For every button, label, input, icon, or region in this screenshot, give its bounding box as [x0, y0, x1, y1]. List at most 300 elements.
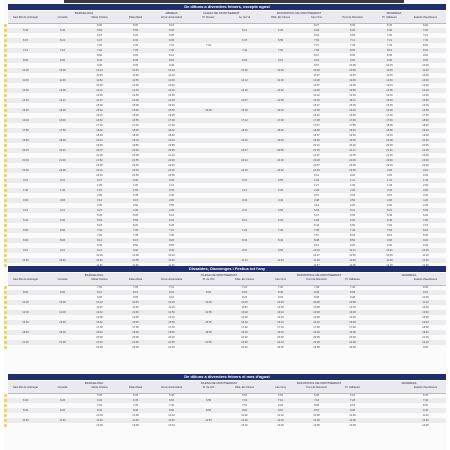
time-cell: 3:15 — [386, 194, 393, 197]
time-cell: 2:00 — [168, 189, 175, 192]
time-cell: 12:42 — [96, 311, 103, 314]
time-cell: 22:20 — [277, 159, 284, 162]
time-cell: 8:45 — [132, 59, 139, 62]
time-cell: 7:22 — [241, 286, 248, 289]
time-cell: 10:48 — [349, 414, 356, 417]
time-cell: 12:10 — [277, 419, 284, 422]
row-marker — [4, 286, 7, 289]
row-marker — [4, 254, 7, 257]
time-cell: 7:00 — [96, 44, 103, 47]
column-label: Pont de Monistrol — [306, 278, 327, 281]
time-cell: 10:10 — [168, 254, 175, 257]
time-cell: 10:15 — [386, 64, 393, 67]
time-cell: 10:48 — [313, 69, 320, 72]
time-cell: 15:50 — [168, 321, 175, 324]
time-cell: 7:20 — [205, 44, 212, 47]
time-cell: 7:28 — [349, 399, 356, 402]
time-cell: 12:40 — [168, 84, 175, 87]
time-cell: 14:38 — [313, 316, 320, 319]
time-cell: 6:15 — [96, 34, 103, 37]
time-cell: 8:00 — [422, 286, 429, 289]
row-marker — [4, 264, 7, 267]
time-cell: 19:56 — [349, 139, 356, 142]
time-cell: 14:27 — [96, 99, 103, 102]
time-cell: 19:00 — [22, 139, 29, 142]
group-label: ABRERA — [165, 11, 178, 15]
column-label: Pl. Valldaura — [345, 386, 360, 389]
time-cell: 7:11 — [350, 39, 355, 42]
time-cell: 16:25 — [168, 114, 175, 117]
row-marker — [4, 414, 7, 417]
time-cell: 17:46 — [386, 119, 393, 122]
time-cell: 23:32 — [241, 169, 248, 172]
time-cell: 16:40 — [422, 321, 429, 324]
time-cell: 7:40 — [422, 399, 429, 402]
time-cell: 15:36 — [59, 109, 66, 112]
time-cell: 17:47 — [313, 124, 320, 127]
column-label: Rbla. Els Closos — [234, 386, 255, 389]
time-cell: 18:42 — [96, 331, 103, 334]
time-cell: 16:18 — [313, 109, 320, 112]
time-cell: 5:45 — [386, 24, 393, 27]
time-cell: 8:18 — [349, 404, 356, 407]
time-cell: 8:30 — [22, 409, 29, 412]
time-cell: 12:00 — [168, 79, 175, 82]
time-cell: 14:22 — [241, 316, 248, 319]
time-cell: 22:28 — [349, 341, 356, 344]
time-cell: 20:30 — [386, 144, 393, 147]
time-cell: 0:06 — [386, 169, 393, 172]
time-cell: 20:12 — [313, 144, 320, 147]
time-cell: 11:55 — [205, 419, 212, 422]
time-cell: 9:26 — [349, 59, 356, 62]
time-cell: 18:35 — [132, 134, 139, 137]
time-cell: 8:06 — [59, 239, 66, 242]
time-cell: 7:00 — [386, 224, 393, 227]
column-label: Can Oms — [275, 278, 286, 281]
time-cell: 21:35 — [422, 149, 429, 152]
time-cell: 22:46 — [386, 159, 393, 162]
time-cell: 20:00 — [96, 336, 103, 339]
time-cell: 9:22 — [241, 296, 248, 299]
time-cell: 8:45 — [96, 244, 103, 247]
time-cell: 6:50 — [22, 229, 29, 232]
time-cell: 18:57 — [313, 134, 320, 137]
time-cell: 11:00 — [422, 254, 429, 257]
time-cell: 5:10 — [168, 214, 175, 217]
time-cell: 8:12 — [96, 291, 103, 294]
table-row — [4, 345, 446, 350]
time-cell: 1:10 — [168, 184, 175, 187]
column-label: Can Oms — [275, 386, 286, 389]
column-label: Maria Cristina — [91, 278, 108, 281]
time-cell: 13:10 — [168, 424, 175, 427]
time-cell: 21:50 — [168, 341, 175, 344]
group-label: MANRESA — [401, 381, 417, 385]
time-cell: 11:40 — [168, 306, 175, 309]
time-cell: 10:20 — [168, 69, 175, 72]
time-cell: 11:30 — [96, 306, 103, 309]
time-cell: 1:05 — [132, 184, 139, 187]
time-cell: 5:27 — [313, 214, 320, 217]
time-cell: 14:10 — [168, 316, 175, 319]
group-label: OLESA DE MONTSERRAT — [203, 11, 240, 15]
time-cell: 5:27 — [313, 24, 320, 27]
time-cell: 1:45 — [386, 184, 393, 187]
time-cell: 6:20 — [277, 219, 284, 222]
time-cell: 9:30 — [277, 296, 284, 299]
time-cell: 5:00 — [96, 24, 103, 27]
time-cell: 1:27 — [313, 184, 320, 187]
time-cell: 19:48 — [313, 139, 320, 142]
time-cell: 8:55 — [168, 244, 175, 247]
time-cell: 4:20 — [422, 199, 429, 202]
time-cell: 17:15 — [422, 114, 429, 117]
time-cell: 9:18 — [313, 409, 320, 412]
time-cell: 7:52 — [241, 404, 248, 407]
time-cell: 20:55 — [277, 149, 284, 152]
time-cell: 12:46 — [386, 79, 393, 82]
row-marker — [4, 184, 7, 187]
time-cell: 6:56 — [59, 229, 66, 232]
time-cell: 2:35 — [132, 194, 139, 197]
time-cell: 6:00 — [168, 29, 175, 32]
group-label: BARCELONA — [84, 273, 104, 277]
time-cell: 22:18 — [313, 341, 320, 344]
time-cell: 13:10 — [277, 311, 284, 314]
time-cell: 15:42 — [96, 321, 103, 324]
time-cell: 19:55 — [168, 144, 175, 147]
time-cell: 13:05 — [132, 424, 139, 427]
time-cell: 15:35 — [349, 104, 356, 107]
time-cell: 8:06 — [349, 49, 356, 52]
row-marker — [4, 154, 7, 157]
time-cell: 19:18 — [313, 331, 320, 334]
time-cell: 23:48 — [313, 169, 320, 172]
time-cell: 2:46 — [386, 189, 393, 192]
time-cell: 1:35 — [349, 184, 356, 187]
time-cell: 0:55 — [277, 179, 284, 182]
time-cell: 18:36 — [59, 331, 66, 334]
time-cell: 16:52 — [96, 119, 103, 122]
time-cell: 1:46 — [59, 189, 66, 192]
row-marker — [4, 234, 7, 237]
time-cell: 15:27 — [313, 104, 320, 107]
time-cell: 6:12 — [241, 29, 248, 32]
time-cell: 7:48 — [349, 286, 356, 289]
time-cell: 16:55 — [132, 119, 139, 122]
time-cell: 8:55 — [205, 409, 212, 412]
section-title: De dilluns a divendres feiners, excepte agost — [8, 4, 446, 10]
time-cell: 0:15 — [22, 179, 29, 182]
time-cell: 8:32 — [241, 291, 248, 294]
time-cell: 16:50 — [422, 109, 429, 112]
time-cell: 7:30 — [96, 404, 103, 407]
row-marker — [4, 404, 7, 407]
time-cell: 18:50 — [168, 331, 175, 334]
row-marker — [4, 306, 7, 309]
column-label: Estació d'autobusos — [413, 386, 438, 389]
time-cell: 10:06 — [59, 69, 66, 72]
time-cell: 7:35 — [422, 39, 429, 42]
row-marker — [4, 44, 7, 47]
time-cell: 23:30 — [422, 164, 429, 167]
time-cell: 10:55 — [132, 259, 139, 262]
time-cell: 7:58 — [313, 49, 320, 52]
time-cell: 21:40 — [22, 159, 29, 162]
time-cell: 11:35 — [349, 74, 356, 77]
column-label: Pl. de l'Oli — [202, 386, 215, 389]
time-cell: 10:11 — [349, 249, 356, 252]
time-cell: 0:45 — [422, 174, 429, 177]
time-cell: 11:10 — [422, 301, 429, 304]
time-cell: 9:10 — [277, 59, 284, 62]
time-cell: 20:35 — [168, 149, 175, 152]
time-cell: 14:30 — [132, 99, 139, 102]
time-cell: 10:40 — [277, 69, 284, 72]
time-cell: 4:21 — [59, 209, 66, 212]
time-cell: 5:46 — [59, 219, 66, 222]
time-cell: 9:48 — [349, 296, 356, 299]
time-cell: 7:40 — [168, 234, 175, 237]
time-cell: 15:00 — [422, 316, 429, 319]
time-cell: 12:50 — [168, 311, 175, 314]
time-cell: 21:46 — [59, 159, 66, 162]
time-cell: 6:25 — [168, 34, 175, 37]
time-cell: 0:12 — [313, 174, 320, 177]
time-cell: 11:27 — [313, 74, 320, 77]
time-cell: 14:30 — [386, 94, 393, 97]
time-cell: 11:28 — [313, 259, 320, 262]
time-cell: 11:36 — [59, 419, 66, 422]
time-cell: 6:20 — [132, 34, 139, 37]
time-cell: 9:35 — [168, 249, 175, 252]
time-cell: 7:46 — [349, 229, 356, 232]
time-cell: 22:02 — [241, 341, 248, 344]
time-cell: 7:05 — [132, 229, 139, 232]
time-cell: 22:00 — [168, 159, 175, 162]
time-cell: 23:50 — [132, 174, 139, 177]
time-cell: 11:12 — [241, 259, 248, 262]
time-cell: 18:55 — [205, 331, 212, 334]
time-cell: 6:42 — [96, 399, 103, 402]
time-cell: 19:10 — [277, 331, 284, 334]
time-cell: 0:20 — [349, 174, 356, 177]
time-cell: 18:56 — [386, 129, 393, 132]
time-cell: 23:15 — [386, 164, 393, 167]
time-cell: 6:36 — [349, 219, 356, 222]
time-cell: 23:30 — [277, 346, 284, 349]
time-cell: 9:18 — [313, 59, 320, 62]
time-cell: 6:15 — [22, 39, 29, 42]
group-label: MONISTROL DE MONTSERRAT — [296, 381, 342, 385]
time-cell: 5:55 — [132, 219, 139, 222]
time-cell: 23:22 — [241, 346, 248, 349]
time-cell: 9:30 — [386, 244, 393, 247]
time-cell: 6:55 — [277, 39, 284, 42]
time-cell: 8:05 — [132, 54, 139, 57]
time-cell: 12:30 — [22, 311, 29, 314]
time-cell: 13:05 — [349, 84, 356, 87]
time-cell: 22:28 — [313, 159, 320, 162]
time-cell: 15:36 — [59, 321, 66, 324]
time-cell: 6:55 — [205, 399, 212, 402]
time-cell: 13:18 — [313, 311, 320, 314]
time-cell: 9:20 — [349, 244, 356, 247]
group-label: MANRESA — [401, 273, 417, 277]
time-cell: 7:56 — [386, 229, 393, 232]
column-label: Palau Reial — [128, 278, 143, 281]
time-cell: 7:00 — [422, 29, 429, 32]
time-cell: 3:32 — [241, 199, 248, 202]
row-marker — [4, 224, 7, 227]
time-cell: 1:11 — [350, 179, 355, 182]
time-cell: 5:10 — [168, 24, 175, 27]
time-cell: 21:05 — [132, 154, 139, 157]
time-cell: 6:50 — [349, 34, 356, 37]
time-cell: 6:30 — [22, 399, 29, 402]
time-cell: 13:40 — [422, 311, 429, 314]
time-cell: 0:30 — [132, 179, 139, 182]
time-cell: 0:20 — [422, 169, 429, 172]
time-cell: 10:38 — [313, 414, 320, 417]
time-cell: 19:02 — [241, 331, 248, 334]
time-cell: 10:52 — [96, 259, 103, 262]
time-cell: 4:47 — [241, 209, 248, 212]
time-cell: 2:12 — [241, 189, 248, 192]
time-cell: 11:50 — [168, 419, 175, 422]
time-cell: 19:30 — [422, 134, 429, 137]
time-cell: 17:05 — [132, 326, 139, 329]
time-cell: 8:20 — [168, 291, 175, 294]
time-cell: 7:30 — [168, 49, 175, 52]
time-cell: 6:45 — [132, 399, 139, 402]
time-cell: 10:22 — [241, 414, 248, 417]
time-cell: 23:10 — [168, 346, 175, 349]
time-cell: 16:10 — [277, 109, 284, 112]
time-cell: 19:06 — [59, 139, 66, 142]
time-cell: 17:38 — [313, 326, 320, 329]
time-cell: 16:40 — [22, 119, 29, 122]
time-cell: 20:38 — [313, 336, 320, 339]
time-cell: 3:50 — [132, 204, 139, 207]
group-label: MONISTROL DE MONTSERRAT — [276, 11, 322, 15]
time-cell: 11:35 — [132, 306, 139, 309]
time-cell: 3:15 — [132, 199, 139, 202]
time-cell: 5:21 — [386, 209, 393, 212]
time-cell: 3:12 — [96, 199, 103, 202]
time-cell: 21:52 — [96, 159, 103, 162]
time-cell: 19:40 — [277, 139, 284, 142]
time-cell: 5:05 — [132, 214, 139, 217]
time-cell: 10:15 — [132, 301, 139, 304]
time-cell: 6:28 — [313, 219, 320, 222]
time-cell: 19:12 — [96, 139, 103, 142]
time-cell: 2:40 — [168, 194, 175, 197]
time-cell: 18:30 — [277, 129, 284, 132]
row-marker — [4, 114, 7, 117]
time-cell: 14:55 — [277, 99, 284, 102]
time-cell: 14:30 — [277, 316, 284, 319]
time-cell: 10:45 — [386, 254, 393, 257]
time-cell: 8:50 — [132, 244, 139, 247]
time-cell: 23:06 — [59, 169, 66, 172]
time-cell: 18:38 — [313, 129, 320, 132]
time-cell: 23:38 — [313, 346, 320, 349]
time-cell: 8:12 — [96, 239, 103, 242]
time-cell: 14:00 — [422, 424, 429, 427]
time-cell: 12:00 — [422, 74, 429, 77]
time-cell: 20:27 — [96, 149, 103, 152]
time-cell: 3:48 — [313, 199, 320, 202]
timetable-body — [4, 285, 446, 350]
time-cell: 2:57 — [313, 194, 320, 197]
time-cell: 8:42 — [96, 59, 103, 62]
time-cell: 5:40 — [168, 394, 175, 397]
time-cell: 1:00 — [96, 184, 103, 187]
time-cell: 16:36 — [386, 109, 393, 112]
time-cell: 9:40 — [168, 64, 175, 67]
time-cell: 3:56 — [349, 199, 356, 202]
time-cell: 4:20 — [349, 204, 356, 207]
time-cell: 10:46 — [59, 259, 66, 262]
time-cell: 21:35 — [349, 154, 356, 157]
time-cell: 14:21 — [59, 99, 66, 102]
column-label: Pont de Monistrol — [306, 386, 327, 389]
time-cell: 13:48 — [349, 424, 356, 427]
row-marker — [4, 84, 7, 87]
time-cell: 1:03 — [313, 179, 320, 182]
time-cell: 7:15 — [422, 224, 429, 227]
time-cell: 21:55 — [205, 341, 212, 344]
time-cell: 8:30 — [422, 49, 429, 52]
time-cell: 14:12 — [313, 94, 320, 97]
time-cell: 9:55 — [277, 249, 284, 252]
time-cell: 16:46 — [59, 119, 66, 122]
time-cell: 13:22 — [241, 424, 248, 427]
time-cell: 13:28 — [349, 311, 356, 314]
time-cell: 18:10 — [168, 129, 175, 132]
time-cell: 18:40 — [168, 134, 175, 137]
time-cell: 15:45 — [132, 109, 139, 112]
time-cell: 13:20 — [168, 89, 175, 92]
time-cell: 18:02 — [96, 129, 103, 132]
time-cell: 22:57 — [313, 164, 320, 167]
row-marker — [4, 336, 7, 339]
time-cell: 8:05 — [349, 234, 356, 237]
time-cell: 7:42 — [241, 49, 248, 52]
time-cell: 7:10 — [22, 49, 29, 52]
time-cell: 8:08 — [313, 404, 320, 407]
time-cell: 22:10 — [277, 341, 284, 344]
row-marker — [4, 124, 7, 127]
time-cell: 15:05 — [132, 104, 139, 107]
time-cell: 2:30 — [96, 194, 103, 197]
time-cell: 12:36 — [349, 79, 356, 82]
column-label: Maria Cristina — [91, 16, 108, 19]
time-cell: 7:38 — [313, 286, 320, 289]
column-label: Sant Boi de Llobregat — [13, 16, 38, 19]
time-cell: 18:30 — [22, 331, 29, 334]
time-cell: 1:52 — [96, 189, 103, 192]
time-cell: 17:30 — [168, 124, 175, 127]
row-marker — [4, 214, 7, 217]
time-cell: 14:48 — [349, 316, 356, 319]
time-cell: 15:50 — [168, 109, 175, 112]
time-cell: 9:40 — [422, 409, 429, 412]
time-cell: 3:55 — [168, 204, 175, 207]
column-label: Cornellà — [57, 278, 68, 281]
